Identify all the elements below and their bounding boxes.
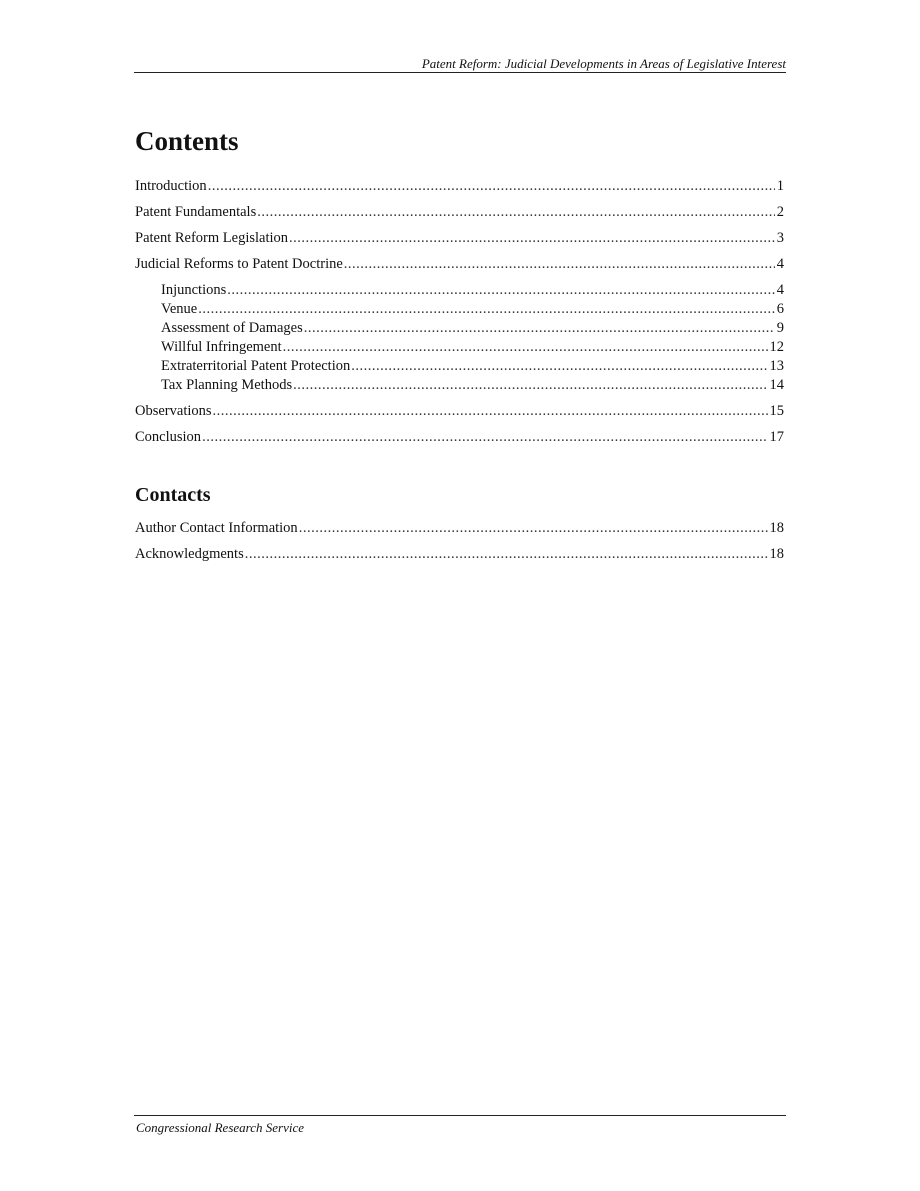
toc-entry-label: Tax Planning Methods — [161, 377, 293, 393]
contacts-title: Contacts — [135, 484, 211, 506]
toc-entry-label: Willful Infringement — [161, 339, 282, 355]
running-header: Patent Reform: Judicial Developments in Areas of Legislative Interest — [421, 56, 786, 71]
toc-entry-page: 4 — [776, 282, 784, 298]
toc-entry-label: Injunctions — [161, 282, 227, 298]
dot-leader — [227, 281, 775, 300]
dot-leader — [351, 357, 767, 376]
dot-leader — [208, 177, 775, 196]
dot-leader — [299, 519, 768, 538]
toc-entry-page: 15 — [769, 403, 784, 419]
toc-entry-page: 17 — [769, 429, 784, 445]
dot-leader — [344, 255, 775, 274]
toc-entry-willful-infringement[interactable] — [135, 338, 784, 357]
toc-entry-acknowledgments[interactable] — [135, 545, 784, 564]
toc-entry-venue[interactable] — [135, 300, 784, 319]
toc-entry-page: 6 — [776, 301, 784, 317]
toc-entry-label: Introduction — [135, 178, 207, 194]
toc-entry-page: 9 — [776, 320, 784, 336]
toc-entry-label: Venue — [161, 301, 198, 317]
dot-leader — [202, 428, 767, 447]
dot-leader — [257, 203, 775, 222]
footer-rule — [134, 1115, 786, 1116]
dot-leader — [198, 300, 775, 319]
toc-entry-tax-planning-methods[interactable] — [135, 376, 784, 395]
toc-entry-extraterritorial-protection[interactable] — [135, 357, 784, 376]
toc-entry-page: 1 — [776, 178, 784, 194]
toc-entry-label: Acknowledgments — [135, 546, 244, 562]
dot-leader — [283, 338, 768, 357]
toc-entry-page: 13 — [769, 358, 784, 374]
toc-entry-label: Assessment of Damages — [161, 320, 303, 336]
toc-entry-conclusion[interactable] — [135, 428, 784, 447]
toc-entry-page: 12 — [769, 339, 784, 355]
toc-entry-label: Extraterritorial Patent Protection — [161, 358, 351, 374]
toc-entry-judicial-reforms[interactable] — [135, 255, 784, 274]
contacts-list — [135, 519, 784, 571]
toc-entry-page: 3 — [776, 230, 784, 246]
table-of-contents — [135, 177, 784, 454]
toc-entry-page: 2 — [776, 204, 784, 220]
toc-entry-author-contact-information[interactable] — [135, 519, 784, 538]
toc-entry-label: Judicial Reforms to Patent Doctrine — [135, 256, 343, 272]
dot-leader — [213, 402, 768, 421]
toc-entry-assessment-of-damages[interactable] — [135, 319, 784, 338]
toc-entry-observations[interactable] — [135, 402, 784, 421]
dot-leader — [304, 319, 775, 338]
header-rule — [134, 72, 786, 73]
toc-entry-label: Observations — [135, 403, 212, 419]
dot-leader — [293, 376, 767, 395]
running-footer: Congressional Research Service — [136, 1120, 304, 1135]
toc-entry-patent-fundamentals[interactable] — [135, 203, 784, 222]
toc-entry-injunctions[interactable] — [135, 281, 784, 300]
toc-entry-page: 18 — [769, 546, 784, 562]
toc-entry-page: 4 — [776, 256, 784, 272]
dot-leader — [289, 229, 775, 248]
toc-entry-introduction[interactable] — [135, 177, 784, 196]
dot-leader — [245, 545, 768, 564]
toc-entry-page: 14 — [769, 377, 784, 393]
contents-title: Contents — [135, 126, 239, 156]
toc-entry-patent-reform-legislation[interactable] — [135, 229, 784, 248]
toc-entry-label: Author Contact Information — [135, 520, 298, 536]
toc-entry-label: Patent Reform Legislation — [135, 230, 289, 246]
toc-entry-label: Patent Fundamentals — [135, 204, 257, 220]
toc-entry-label: Conclusion — [135, 429, 202, 445]
toc-entry-page: 18 — [769, 520, 784, 536]
